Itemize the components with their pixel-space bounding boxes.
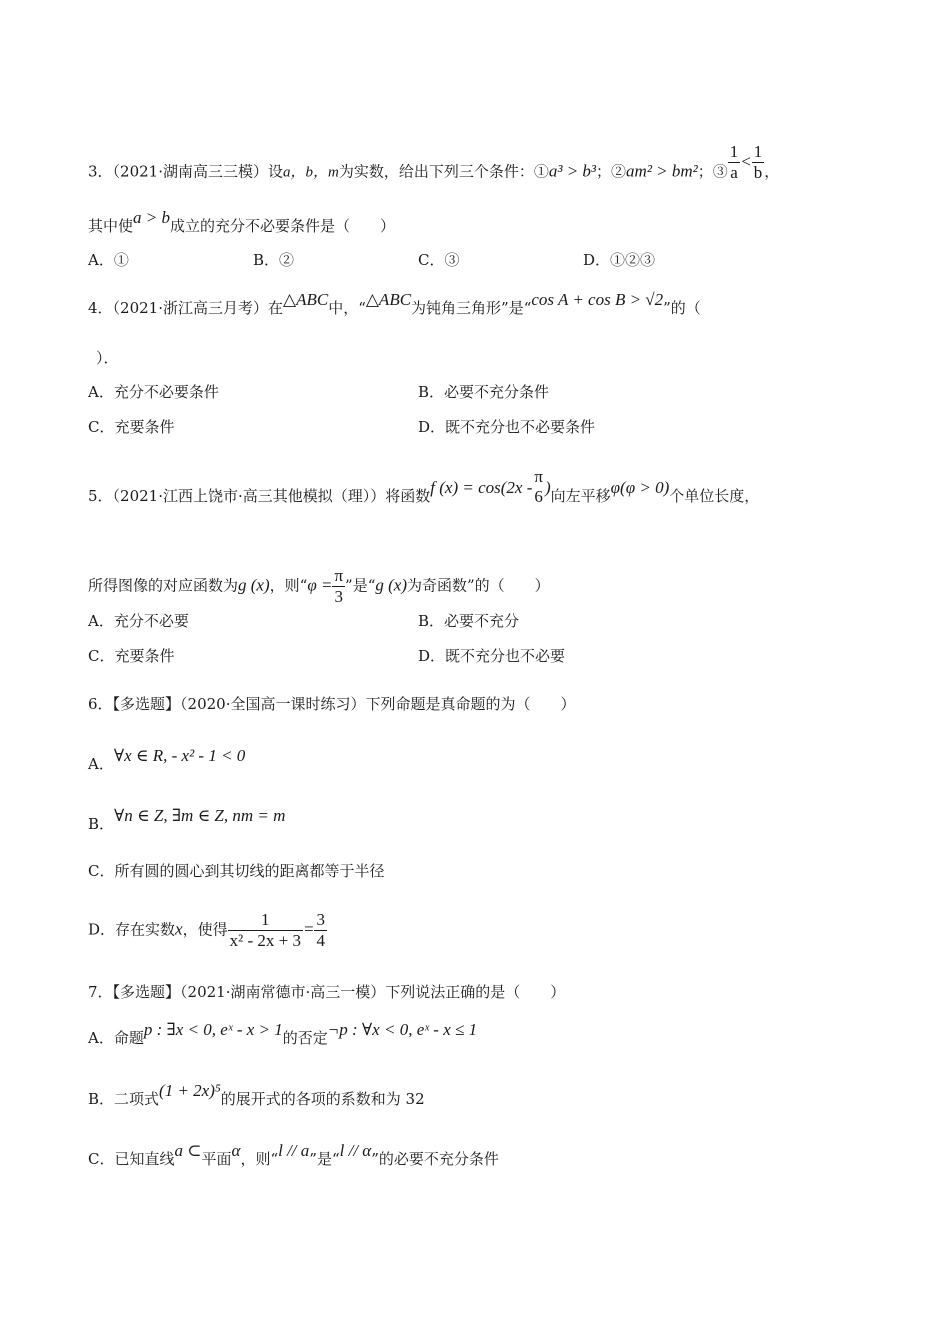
q6-option-d-label: D．存在实数 xyxy=(88,920,176,939)
q3-line2-b: 成立的充分不必要条件是（ ） xyxy=(170,217,396,235)
q5-stem-c: 个单位长度， xyxy=(669,487,760,505)
q7-option-a xyxy=(88,1020,478,1048)
q4-option-c: C．充要条件 xyxy=(88,418,175,436)
q5-line1 xyxy=(88,467,760,517)
q3-line2-math: a > b xyxy=(133,208,170,227)
q5-func-den: 6 xyxy=(534,487,543,506)
q3-cond3-left-num: 1 xyxy=(729,142,739,161)
q5-func-right: ) xyxy=(544,478,551,497)
q7-option-a-p: p : ∃x < 0, eˣ - x > 1 xyxy=(143,1020,283,1039)
q3-option-d: D．①②③ xyxy=(583,251,656,269)
q6-stem: 6．【多选题】（2020·全国高一课时练习）下列命题是真命题的为（ ） xyxy=(88,695,576,713)
q7-option-c-mid: 平面 xyxy=(201,1150,232,1168)
q6-option-d-text: ，使得 xyxy=(182,920,228,939)
q7-option-c-a: a ⊂ xyxy=(174,1141,202,1160)
q5-shift: φ(φ > 0) xyxy=(610,478,670,497)
q7-option-c-text2: ”是“ xyxy=(309,1150,340,1168)
q6-option-c: C．所有圆的圆心到其切线的距离都等于半径 xyxy=(88,862,385,880)
q6-option-d-rden: 4 xyxy=(316,931,325,950)
q7-option-a-notp: ¬p : ∀x < 0, eˣ - x ≤ 1 xyxy=(327,1020,478,1039)
q3-cond3-left-den: a xyxy=(730,163,738,182)
q4-line2: ）． xyxy=(96,349,119,367)
q5-phi-frac xyxy=(332,566,345,607)
q5-line2-c: ”是“ xyxy=(345,576,376,595)
q3-cond3-right-num: 1 xyxy=(753,142,763,161)
q3-cond1: a³ > b³ xyxy=(548,161,597,181)
q6-option-d-frac xyxy=(228,910,303,951)
q7-stem: 7．【多选题】（2021·湖南常德市·高三一模）下列说法正确的是（ ） xyxy=(88,983,566,1001)
q3-line2 xyxy=(88,208,396,236)
q3-sep2: ；③ xyxy=(697,162,728,181)
q3-cond3-left xyxy=(728,142,741,183)
q5-func-left: f (x) = cos(2x - xyxy=(430,478,533,497)
q3-cond3-right xyxy=(752,142,765,183)
q7-option-c-text1: ，则“ xyxy=(240,1150,279,1168)
q6-option-b-math: ∀n ∈ Z, ∃m ∈ Z, nm = m xyxy=(114,806,286,825)
q4-option-d: D．既不充分也不必要条件 xyxy=(418,418,596,436)
q4-triangle-1: △ABC xyxy=(283,290,329,309)
q5-line2 xyxy=(88,566,550,607)
q3-line1 xyxy=(88,142,780,193)
q6-option-d-var: x xyxy=(175,919,183,939)
q7-option-b-math: (1 + 2x)⁵ xyxy=(159,1081,221,1100)
q5-line2-d: 为奇函数”的（ ） xyxy=(407,576,550,595)
q7-option-b xyxy=(88,1081,425,1109)
q4-stem-d: ”的（ xyxy=(663,299,701,317)
q7-option-c-lalpha: l // α xyxy=(339,1141,372,1160)
q7-option-c-text3: ”的必要不充分条件 xyxy=(371,1150,499,1168)
q5-line2-b: ，则“ xyxy=(269,576,308,595)
q4-option-b: B．必要不充分条件 xyxy=(418,383,550,401)
q5-option-c: C．充要条件 xyxy=(88,647,175,665)
q7-option-c-label: C．已知直线 xyxy=(88,1150,175,1168)
q7-option-c-la: l // a xyxy=(278,1141,310,1160)
q7-option-c xyxy=(88,1141,499,1169)
q7-option-a-mid: 的否定 xyxy=(282,1029,328,1047)
q7-option-a-label: A．命题 xyxy=(88,1029,144,1047)
q3-cond2: am² > bm² xyxy=(626,161,698,181)
q4-stem-c: 为钝角三角形”是“ xyxy=(411,299,532,317)
q3-cond3-right-den: b xyxy=(753,163,763,182)
q5-phi-den: 3 xyxy=(334,587,343,606)
q4-stem-b: 中，“ xyxy=(328,299,366,317)
q6-option-b-label: B． xyxy=(88,815,115,833)
q5-option-b: B．必要不充分 xyxy=(418,612,520,630)
q5-line2-a: 所得图像的对应函数为 xyxy=(88,576,239,595)
q3-option-a: A．① xyxy=(88,251,129,269)
q4-stem-a: 4．（2021·浙江高三月考）在 xyxy=(88,299,283,317)
q6-option-a-math: ∀x ∈ R, - x² - 1 < 0 xyxy=(113,746,246,765)
q4-triangle-2: △ABC xyxy=(365,290,412,309)
q3-end: ， xyxy=(764,162,780,181)
q6-option-b xyxy=(88,806,286,834)
q7-option-b-text: 的展开式的各项的系数和为 32 xyxy=(220,1090,425,1108)
q5-phi-num: π xyxy=(334,566,344,585)
q5-phi-left: φ = xyxy=(307,575,333,595)
q3-cond3-op: < xyxy=(740,151,752,171)
q6-option-a-label: A． xyxy=(88,755,114,773)
q5-func-frac xyxy=(532,467,545,507)
q3-option-c: C．③ xyxy=(418,251,460,269)
q3-sep1: ；② xyxy=(596,162,627,181)
q3-line2-a: 其中使 xyxy=(88,217,134,235)
q3-option-b: B．② xyxy=(253,251,295,269)
q6-option-d-rfrac xyxy=(314,910,327,951)
q3-vars: a，b，m xyxy=(283,164,339,181)
q5-g2: g (x) xyxy=(375,575,408,595)
q3-stem-b: 为实数，给出下列三个条件：① xyxy=(338,162,549,181)
q5-option-a: A．充分不必要 xyxy=(88,612,189,630)
q5-stem-b: 向左平移 xyxy=(550,487,611,505)
q6-option-d xyxy=(88,910,327,951)
q4-condition: cos A + cos B > √2 xyxy=(531,290,664,309)
q7-option-b-label: B．二项式 xyxy=(88,1090,160,1108)
q4-option-a: A．充分不必要条件 xyxy=(88,383,219,401)
q5-option-d: D．既不充分也不必要 xyxy=(418,647,566,665)
q6-option-a xyxy=(88,746,246,774)
q4-line1 xyxy=(88,290,701,318)
q6-option-d-num: 1 xyxy=(228,910,303,931)
q6-option-d-den: x² - 2x + 3 xyxy=(229,931,301,950)
q6-option-d-rnum: 3 xyxy=(316,910,325,929)
q5-g1: g (x) xyxy=(238,575,270,595)
q3-stem-a: 3．（2021·湖南高三三模）设 xyxy=(88,162,283,181)
q5-func-num: π xyxy=(534,467,543,486)
q5-stem-a: 5．（2021·江西上饶市·高三其他模拟（理））将函数 xyxy=(88,487,431,505)
q7-option-c-alpha: α xyxy=(231,1141,241,1160)
q6-option-d-eq: = xyxy=(302,919,315,939)
